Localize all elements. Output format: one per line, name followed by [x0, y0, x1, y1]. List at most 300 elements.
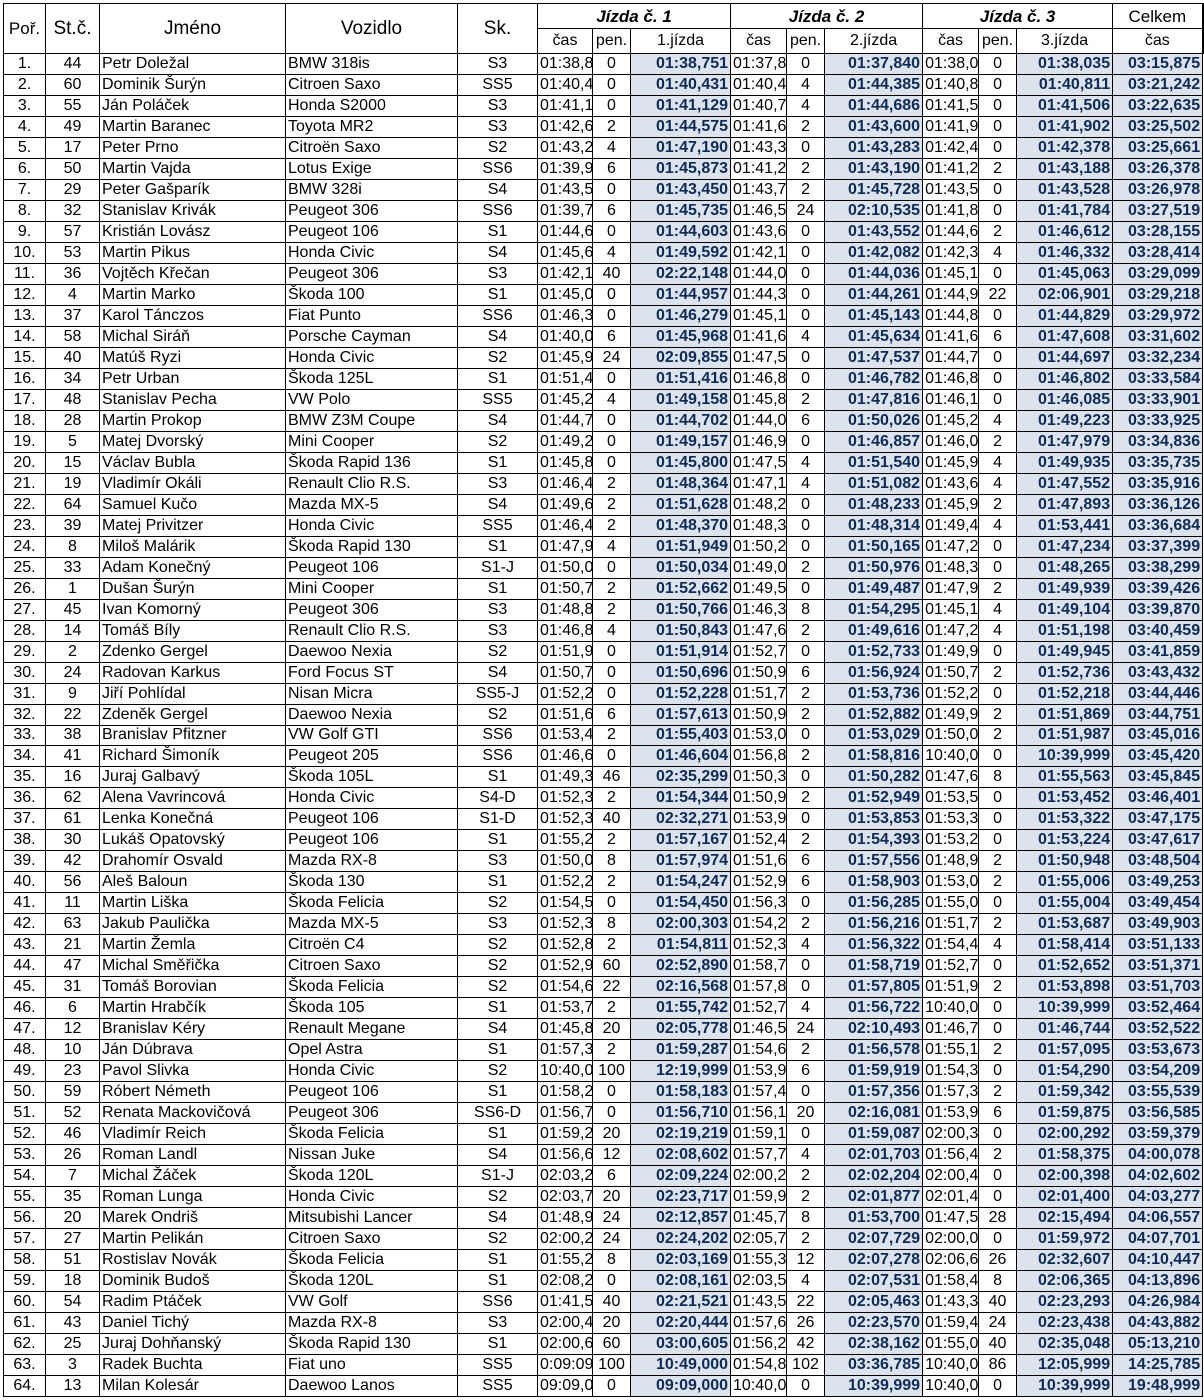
- vehicle-cell: Opel Astra: [286, 1040, 458, 1061]
- start-number-cell: 20: [46, 1208, 100, 1229]
- class-cell: S3: [458, 95, 538, 116]
- run1-result-cell: 02:12,857: [631, 1208, 731, 1229]
- run1-result-cell: 01:46,604: [631, 746, 731, 767]
- position-cell: 26.: [4, 578, 46, 599]
- table-row: [4, 557, 1203, 578]
- run1-result-cell: 01:44,575: [631, 116, 731, 137]
- run2-result-cell: 01:50,026: [825, 410, 923, 431]
- run3-result-cell: 01:53,224: [1017, 830, 1113, 851]
- run3-result-cell: 01:47,979: [1017, 431, 1113, 452]
- run1-penalty-cell: 8: [593, 914, 631, 935]
- start-number-cell: 38: [46, 725, 100, 746]
- run3-result-cell: 01:47,893: [1017, 494, 1113, 515]
- total-time-cell: 03:38,299: [1113, 557, 1203, 578]
- run3-penalty-cell: 0: [979, 1376, 1017, 1397]
- run3-penalty-cell: 0: [979, 1229, 1017, 1250]
- run2-time-cell: 01:40,4: [731, 74, 787, 95]
- table-row: [4, 515, 1203, 536]
- header-total-time: čas: [1113, 29, 1203, 54]
- run2-result-cell: 01:49,616: [825, 620, 923, 641]
- run2-penalty-cell: 0: [787, 242, 825, 263]
- run2-result-cell: 01:52,949: [825, 788, 923, 809]
- position-cell: 41.: [4, 893, 46, 914]
- table-row: [4, 452, 1203, 473]
- header-run3-penalty: pen.: [979, 29, 1017, 54]
- start-number-cell: 16: [46, 767, 100, 788]
- total-time-cell: 03:36,126: [1113, 494, 1203, 515]
- run2-time-cell: 01:52,4: [731, 830, 787, 851]
- start-number-cell: 62: [46, 788, 100, 809]
- run2-result-cell: 02:01,877: [825, 1187, 923, 1208]
- run2-result-cell: 01:56,578: [825, 1040, 923, 1061]
- run2-penalty-cell: 0: [787, 809, 825, 830]
- total-time-cell: 04:13,896: [1113, 1271, 1203, 1292]
- vehicle-cell: Citroen Saxo: [286, 956, 458, 977]
- run1-time-cell: 01:48,8: [538, 599, 593, 620]
- class-cell: S1: [458, 1271, 538, 1292]
- driver-name-cell: Zdenko Gergel: [100, 641, 286, 662]
- run2-penalty-cell: 12: [787, 1250, 825, 1271]
- run2-result-cell: 01:44,036: [825, 263, 923, 284]
- run1-result-cell: 01:45,735: [631, 200, 731, 221]
- table-row: [4, 54, 1203, 75]
- run3-time-cell: 01:56,4: [923, 1145, 979, 1166]
- total-time-cell: 03:36,684: [1113, 515, 1203, 536]
- run3-penalty-cell: 28: [979, 1208, 1017, 1229]
- run3-result-cell: 02:00,292: [1017, 1124, 1113, 1145]
- position-cell: 18.: [4, 410, 46, 431]
- total-time-cell: 03:49,253: [1113, 872, 1203, 893]
- run1-penalty-cell: 4: [593, 536, 631, 557]
- driver-name-cell: Martin Pelikán: [100, 1229, 286, 1250]
- position-cell: 11.: [4, 263, 46, 284]
- run3-time-cell: 01:53,3: [923, 809, 979, 830]
- vehicle-cell: Nissan Juke: [286, 1145, 458, 1166]
- total-time-cell: 04:00,078: [1113, 1145, 1203, 1166]
- run3-time-cell: 01:50,0: [923, 725, 979, 746]
- class-cell: SS6: [458, 305, 538, 326]
- run2-penalty-cell: 4: [787, 326, 825, 347]
- class-cell: S1: [458, 452, 538, 473]
- driver-name-cell: Radovan Karkus: [100, 662, 286, 683]
- run2-time-cell: 01:50,9: [731, 788, 787, 809]
- total-time-cell: 03:33,925: [1113, 410, 1203, 431]
- driver-name-cell: Kristián Lovász: [100, 221, 286, 242]
- table-row: [4, 1250, 1203, 1271]
- run1-time-cell: 01:53,4: [538, 725, 593, 746]
- run2-time-cell: 01:56,3: [731, 893, 787, 914]
- run3-time-cell: 01:46,1: [923, 389, 979, 410]
- table-row: [4, 158, 1203, 179]
- run2-result-cell: 01:44,261: [825, 284, 923, 305]
- table-row: [4, 767, 1203, 788]
- position-cell: 17.: [4, 389, 46, 410]
- vehicle-cell: Peugeot 306: [286, 200, 458, 221]
- vehicle-cell: Škoda Rapid 136: [286, 452, 458, 473]
- run2-penalty-cell: 2: [787, 914, 825, 935]
- driver-name-cell: Václav Bubla: [100, 452, 286, 473]
- total-time-cell: 03:51,371: [1113, 956, 1203, 977]
- run1-result-cell: 01:56,710: [631, 1103, 731, 1124]
- run2-time-cell: 01:48,3: [731, 515, 787, 536]
- position-cell: 57.: [4, 1229, 46, 1250]
- run3-penalty-cell: 2: [979, 872, 1017, 893]
- vehicle-cell: Renault Megane: [286, 1019, 458, 1040]
- driver-name-cell: Renata Mackovičová: [100, 1103, 286, 1124]
- run2-penalty-cell: 4: [787, 1271, 825, 1292]
- start-number-cell: 63: [46, 914, 100, 935]
- position-cell: 4.: [4, 116, 46, 137]
- total-time-cell: 03:33,901: [1113, 389, 1203, 410]
- run2-penalty-cell: 0: [787, 368, 825, 389]
- run2-penalty-cell: 0: [787, 284, 825, 305]
- run2-result-cell: 01:43,600: [825, 116, 923, 137]
- total-time-cell: 03:29,218: [1113, 284, 1203, 305]
- start-number-cell: 15: [46, 452, 100, 473]
- run3-time-cell: 02:01,4: [923, 1187, 979, 1208]
- run1-time-cell: 01:44,6: [538, 221, 593, 242]
- total-time-cell: 03:52,464: [1113, 998, 1203, 1019]
- run1-penalty-cell: 0: [593, 1082, 631, 1103]
- table-row: [4, 1208, 1203, 1229]
- run1-result-cell: 01:57,167: [631, 830, 731, 851]
- class-cell: S3: [458, 473, 538, 494]
- total-time-cell: 14:25,785: [1113, 1355, 1203, 1376]
- run1-penalty-cell: 4: [593, 620, 631, 641]
- run1-penalty-cell: 4: [593, 389, 631, 410]
- run3-time-cell: 01:45,2: [923, 410, 979, 431]
- run1-penalty-cell: 2: [593, 725, 631, 746]
- table-row: [4, 872, 1203, 893]
- class-cell: SS6: [458, 200, 538, 221]
- run3-time-cell: 01:53,5: [923, 788, 979, 809]
- table-row: [4, 536, 1203, 557]
- position-cell: 22.: [4, 494, 46, 515]
- total-time-cell: 03:39,426: [1113, 578, 1203, 599]
- class-cell: S1: [458, 578, 538, 599]
- run3-penalty-cell: 0: [979, 1061, 1017, 1082]
- run2-penalty-cell: 0: [787, 767, 825, 788]
- vehicle-cell: Škoda 100: [286, 284, 458, 305]
- position-cell: 51.: [4, 1103, 46, 1124]
- vehicle-cell: Honda S2000: [286, 95, 458, 116]
- run1-penalty-cell: 24: [593, 347, 631, 368]
- run1-penalty-cell: 6: [593, 200, 631, 221]
- run1-time-cell: 01:52,8: [538, 935, 593, 956]
- run3-result-cell: 01:59,972: [1017, 1229, 1113, 1250]
- run3-penalty-cell: 0: [979, 641, 1017, 662]
- total-time-cell: 03:27,519: [1113, 200, 1203, 221]
- driver-name-cell: Ján Dúbrava: [100, 1040, 286, 1061]
- run2-result-cell: 01:54,295: [825, 599, 923, 620]
- run3-penalty-cell: 0: [979, 893, 1017, 914]
- run3-time-cell: 10:40,0: [923, 746, 979, 767]
- run2-result-cell: 01:59,919: [825, 1061, 923, 1082]
- run1-result-cell: 01:52,228: [631, 683, 731, 704]
- total-time-cell: 04:43,882: [1113, 1313, 1203, 1334]
- class-cell: S4: [458, 1145, 538, 1166]
- class-cell: S1-D: [458, 809, 538, 830]
- run3-penalty-cell: 2: [979, 851, 1017, 872]
- start-number-cell: 8: [46, 536, 100, 557]
- start-number-cell: 55: [46, 95, 100, 116]
- run3-penalty-cell: 4: [979, 473, 1017, 494]
- run1-result-cell: 01:44,702: [631, 410, 731, 431]
- run1-result-cell: 01:50,766: [631, 599, 731, 620]
- total-time-cell: 03:32,234: [1113, 347, 1203, 368]
- vehicle-cell: Mazda RX-8: [286, 1313, 458, 1334]
- run1-penalty-cell: 20: [593, 1187, 631, 1208]
- run2-penalty-cell: 6: [787, 1061, 825, 1082]
- position-cell: 39.: [4, 851, 46, 872]
- class-cell: S3: [458, 116, 538, 137]
- run2-result-cell: 01:44,385: [825, 74, 923, 95]
- table-row: [4, 347, 1203, 368]
- start-number-cell: 57: [46, 221, 100, 242]
- run1-penalty-cell: 0: [593, 1376, 631, 1397]
- table-row: [4, 1376, 1203, 1397]
- run3-penalty-cell: 2: [979, 494, 1017, 515]
- run3-time-cell: 01:47,6: [923, 767, 979, 788]
- start-number-cell: 50: [46, 158, 100, 179]
- run2-time-cell: 01:52,7: [731, 641, 787, 662]
- run2-result-cell: 01:51,540: [825, 452, 923, 473]
- run3-result-cell: 02:06,901: [1017, 284, 1113, 305]
- run3-time-cell: 01:54,4: [923, 935, 979, 956]
- run1-result-cell: 09:09,000: [631, 1376, 731, 1397]
- driver-name-cell: Peter Gašparík: [100, 179, 286, 200]
- run2-time-cell: 01:54,8: [731, 1355, 787, 1376]
- run1-result-cell: 02:00,303: [631, 914, 731, 935]
- run1-result-cell: 02:32,271: [631, 809, 731, 830]
- class-cell: S2: [458, 1061, 538, 1082]
- class-cell: S3: [458, 54, 538, 75]
- run1-time-cell: 01:57,3: [538, 1040, 593, 1061]
- total-time-cell: 03:51,703: [1113, 977, 1203, 998]
- vehicle-cell: Honda Civic: [286, 788, 458, 809]
- vehicle-cell: VW Polo: [286, 389, 458, 410]
- position-cell: 3.: [4, 95, 46, 116]
- position-cell: 19.: [4, 431, 46, 452]
- start-number-cell: 36: [46, 263, 100, 284]
- class-cell: S1: [458, 1082, 538, 1103]
- vehicle-cell: Daewoo Nexia: [286, 704, 458, 725]
- run1-time-cell: 01:39,9: [538, 158, 593, 179]
- run3-penalty-cell: 0: [979, 263, 1017, 284]
- run1-time-cell: 01:55,2: [538, 1250, 593, 1271]
- vehicle-cell: Honda Civic: [286, 1061, 458, 1082]
- vehicle-cell: Peugeot 106: [286, 557, 458, 578]
- run3-result-cell: 01:47,234: [1017, 536, 1113, 557]
- driver-name-cell: Peter Prno: [100, 137, 286, 158]
- run1-time-cell: 01:52,3: [538, 809, 593, 830]
- run1-penalty-cell: 2: [593, 116, 631, 137]
- vehicle-cell: Citroen Saxo: [286, 74, 458, 95]
- run3-result-cell: 01:58,375: [1017, 1145, 1113, 1166]
- header-run-3: Jízda č. 3: [923, 4, 1113, 29]
- run3-result-cell: 02:23,438: [1017, 1313, 1113, 1334]
- run1-result-cell: 01:45,873: [631, 158, 731, 179]
- run1-time-cell: 01:43,2: [538, 137, 593, 158]
- table-row: [4, 1271, 1203, 1292]
- table-row: [4, 578, 1203, 599]
- driver-name-cell: Daniel Tichý: [100, 1313, 286, 1334]
- run1-time-cell: 02:03,7: [538, 1187, 593, 1208]
- run1-result-cell: 01:47,190: [631, 137, 731, 158]
- position-cell: 47.: [4, 1019, 46, 1040]
- driver-name-cell: Jiří Pohlídal: [100, 683, 286, 704]
- start-number-cell: 42: [46, 851, 100, 872]
- run1-penalty-cell: 2: [593, 872, 631, 893]
- run3-penalty-cell: 8: [979, 767, 1017, 788]
- run3-penalty-cell: 0: [979, 305, 1017, 326]
- total-time-cell: 03:55,539: [1113, 1082, 1203, 1103]
- driver-name-cell: Alena Vavrincová: [100, 788, 286, 809]
- run1-penalty-cell: 22: [593, 977, 631, 998]
- run1-penalty-cell: 20: [593, 1019, 631, 1040]
- run3-penalty-cell: 4: [979, 935, 1017, 956]
- run3-time-cell: 01:45,9: [923, 452, 979, 473]
- run2-penalty-cell: 2: [787, 389, 825, 410]
- table-row: [4, 221, 1203, 242]
- run1-result-cell: 02:24,202: [631, 1229, 731, 1250]
- run1-penalty-cell: 40: [593, 1292, 631, 1313]
- run3-result-cell: 01:53,898: [1017, 977, 1113, 998]
- run1-result-cell: 01:55,742: [631, 998, 731, 1019]
- run1-time-cell: 01:58,2: [538, 1082, 593, 1103]
- run3-penalty-cell: 0: [979, 179, 1017, 200]
- run1-time-cell: 01:45,8: [538, 1019, 593, 1040]
- run3-time-cell: 01:41,8: [923, 200, 979, 221]
- vehicle-cell: Citroën C4: [286, 935, 458, 956]
- start-number-cell: 21: [46, 935, 100, 956]
- run1-time-cell: 09:09,0: [538, 1376, 593, 1397]
- run2-time-cell: 01:42,1: [731, 242, 787, 263]
- run1-penalty-cell: 0: [593, 305, 631, 326]
- start-number-cell: 40: [46, 347, 100, 368]
- table-row: [4, 116, 1203, 137]
- class-cell: S4: [458, 410, 538, 431]
- run3-penalty-cell: 0: [979, 1124, 1017, 1145]
- total-time-cell: 03:29,972: [1113, 305, 1203, 326]
- run1-penalty-cell: 60: [593, 956, 631, 977]
- class-cell: S3: [458, 914, 538, 935]
- run3-time-cell: 01:48,9: [923, 851, 979, 872]
- vehicle-cell: Škoda 105: [286, 998, 458, 1019]
- run1-result-cell: 01:55,403: [631, 725, 731, 746]
- run3-time-cell: 01:44,7: [923, 347, 979, 368]
- vehicle-cell: Citroën Saxo: [286, 137, 458, 158]
- run3-penalty-cell: 0: [979, 1019, 1017, 1040]
- run3-time-cell: 01:44,6: [923, 221, 979, 242]
- vehicle-cell: Škoda Felicia: [286, 977, 458, 998]
- run3-time-cell: 01:43,5: [923, 179, 979, 200]
- position-cell: 43.: [4, 935, 46, 956]
- position-cell: 5.: [4, 137, 46, 158]
- vehicle-cell: Peugeot 106: [286, 830, 458, 851]
- position-cell: 32.: [4, 704, 46, 725]
- table-row: [4, 95, 1203, 116]
- run1-result-cell: 01:38,751: [631, 54, 731, 75]
- run2-result-cell: 01:44,686: [825, 95, 923, 116]
- table-row: [4, 935, 1203, 956]
- run1-penalty-cell: 12: [593, 1145, 631, 1166]
- run2-time-cell: 10:40,0: [731, 1376, 787, 1397]
- run1-penalty-cell: 6: [593, 1166, 631, 1187]
- run2-time-cell: 01:59,1: [731, 1124, 787, 1145]
- run1-result-cell: 01:51,416: [631, 368, 731, 389]
- run2-penalty-cell: 24: [787, 200, 825, 221]
- run2-penalty-cell: 2: [787, 746, 825, 767]
- run3-penalty-cell: 2: [979, 977, 1017, 998]
- run3-penalty-cell: 2: [979, 704, 1017, 725]
- run2-penalty-cell: 2: [787, 1187, 825, 1208]
- run1-time-cell: 01:52,3: [538, 914, 593, 935]
- table-row: [4, 1061, 1203, 1082]
- position-cell: 48.: [4, 1040, 46, 1061]
- table-row: [4, 326, 1203, 347]
- run2-time-cell: 01:49,5: [731, 578, 787, 599]
- class-cell: S2: [458, 956, 538, 977]
- run2-time-cell: 01:40,7: [731, 95, 787, 116]
- total-time-cell: 03:28,414: [1113, 242, 1203, 263]
- run2-penalty-cell: 0: [787, 893, 825, 914]
- run2-result-cell: 01:57,805: [825, 977, 923, 998]
- position-cell: 58.: [4, 1250, 46, 1271]
- run3-time-cell: 01:45,9: [923, 494, 979, 515]
- run2-result-cell: 02:05,463: [825, 1292, 923, 1313]
- start-number-cell: 19: [46, 473, 100, 494]
- total-time-cell: 03:25,502: [1113, 116, 1203, 137]
- run3-result-cell: 10:39,999: [1017, 746, 1113, 767]
- run3-result-cell: 01:45,063: [1017, 263, 1113, 284]
- driver-name-cell: Martin Baranec: [100, 116, 286, 137]
- run1-time-cell: 01:42,6: [538, 116, 593, 137]
- vehicle-cell: Škoda 120L: [286, 1271, 458, 1292]
- vehicle-cell: Peugeot 106: [286, 809, 458, 830]
- class-cell: SS5: [458, 74, 538, 95]
- run2-penalty-cell: 0: [787, 347, 825, 368]
- run3-time-cell: 01:46,8: [923, 368, 979, 389]
- table-row: [4, 242, 1203, 263]
- position-cell: 21.: [4, 473, 46, 494]
- run2-penalty-cell: 0: [787, 725, 825, 746]
- run3-penalty-cell: 0: [979, 368, 1017, 389]
- run1-penalty-cell: 2: [593, 830, 631, 851]
- class-cell: S3: [458, 263, 538, 284]
- run2-result-cell: 02:38,162: [825, 1334, 923, 1355]
- run2-result-cell: 01:43,190: [825, 158, 923, 179]
- run2-time-cell: 02:05,7: [731, 1229, 787, 1250]
- table-row: [4, 1019, 1203, 1040]
- vehicle-cell: Ford Focus ST: [286, 662, 458, 683]
- run3-result-cell: 01:55,004: [1017, 893, 1113, 914]
- position-cell: 37.: [4, 809, 46, 830]
- run2-penalty-cell: 2: [787, 179, 825, 200]
- header-run-1: Jízda č. 1: [538, 4, 731, 29]
- total-time-cell: 03:41,859: [1113, 641, 1203, 662]
- run2-result-cell: 01:46,782: [825, 368, 923, 389]
- driver-name-cell: Tomáš Borovian: [100, 977, 286, 998]
- start-number-cell: 37: [46, 305, 100, 326]
- vehicle-cell: Škoda 120L: [286, 1166, 458, 1187]
- run2-result-cell: 01:56,216: [825, 914, 923, 935]
- run2-penalty-cell: 4: [787, 74, 825, 95]
- run3-result-cell: 01:55,006: [1017, 872, 1113, 893]
- run3-time-cell: 01:47,9: [923, 578, 979, 599]
- run2-penalty-cell: 2: [787, 116, 825, 137]
- run2-result-cell: 01:45,143: [825, 305, 923, 326]
